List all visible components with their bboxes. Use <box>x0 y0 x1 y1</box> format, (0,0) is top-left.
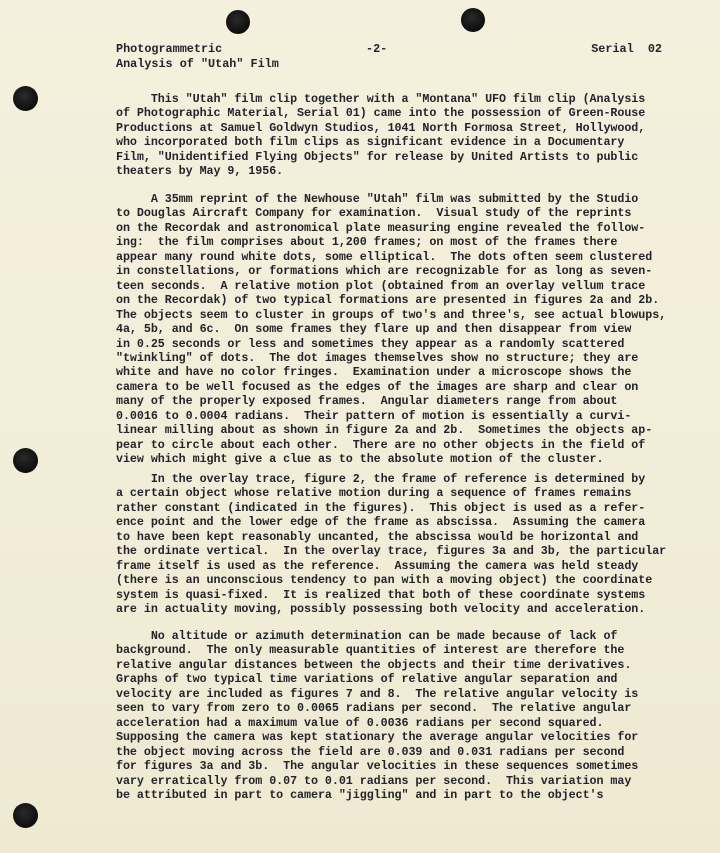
paragraph-1: This "Utah" film clip together with a "Montana" UFO film clip (Analysis of Photographic Material, Serial 01) came into the possession of Green-Rouse Productions at Samuel Goldwyn Studios, 1041 North Formosa Street, Hollywood, who incorporated both film clips as significant evidence in a Documentary Film, "Unidentified Flying Objects" for release by United Artists to public theaters by May 9, 1956. <box>116 92 646 179</box>
page-number: -2- <box>366 42 388 56</box>
paragraph-3: In the overlay trace, figure 2, the frame of reference is determined by a certain object whose relative motion during a sequence of frames remains rather constant (indicated in the figures). This object is used as a refer- ence point and the lower edge of the frame as abscissa. Assuming the camera to have been kept reasonably uncanted, the abscissa would be horizontal and the ordinate vertical. In the overlay trace, figures 3a and 3b, the particular frame itself is used as the reference. Assuming the camera was held steady (there is an unconscious tendency to pan with a moving object) the coordinate system is quasi-fixed. It is realized that both of these coordinate systems are in actuality moving, possibly possessing both velocity and acceleration. <box>116 472 667 617</box>
page-header <box>116 42 662 72</box>
binder-hole-left-upper <box>13 86 38 111</box>
binder-hole-left-lower <box>13 803 38 828</box>
binder-hole-left-middle <box>13 448 38 473</box>
binder-hole-top-left <box>226 10 250 34</box>
paragraph-4: No altitude or azimuth determination can be made because of lack of background. The only measurable quantities of interest are therefore the relative angular distances between the objects and their time derivatives. Graphs of two typical time variations of relative angular separation and velocity are included as figures 7 and 8. The relative angular velocity is seen to vary from zero to 0.0065 radians per second. The relative angular acceleration had a maximum value of 0.0036 radians per second squared. Supposing the camera was kept stationary the average angular velocities for the object moving across the field are 0.039 and 0.031 radians per second for figures 3a and 3b. The angular velocities in these sequences sometimes vary erratically from 0.07 to 0.01 radians per second. This variation may be attributed in part to camera "jiggling" and in part to the object's <box>116 629 639 802</box>
serial-number: Serial 02 <box>591 42 662 56</box>
header-title: Photogrammetric Analysis of "Utah" Film <box>116 42 279 71</box>
binder-hole-top-right <box>461 8 485 32</box>
paragraph-2: A 35mm reprint of the Newhouse "Utah" film was submitted by the Studio to Douglas Aircraft Company for examination. Visual study of the reprints on the Recordak and astronomical plate measuring engine revealed the follow- ing: the film comprises about 1,200 frames; on most of the frames there appear many round white dots, some elliptical. The dots often seem clustered in constellations, or formations which are recognizable for as long as seven- teen seconds. A relative motion plot (obtained from an overlay vellum trace on the Recordak) of two typical formations are presented in figures 2a and 2b. The objects seem to cluster in groups of two's and three's, see actual blowups, 4a, 5b, and 6c. On some frames they flare up and then disappear from view in 0.25 seconds or less and sometimes they appear as a randomly scattered "twinkling" of dots. The dot images themselves show no structure; they are white and have no color fringes. Examination under a microscope shows the camera to be well focused as the edges of the images are sharp and clear on many of the properly exposed frames. Angular diameters range from about 0.0016 to 0.0004 radians. Their pattern of motion is essentially a curvi- linear milling about as shown in figure 2a and 2b. Sometimes the objects ap- pear to circle about each other. There are no other objects in the field of view which might give a clue as to the absolute motion of the cluster. <box>116 192 667 467</box>
